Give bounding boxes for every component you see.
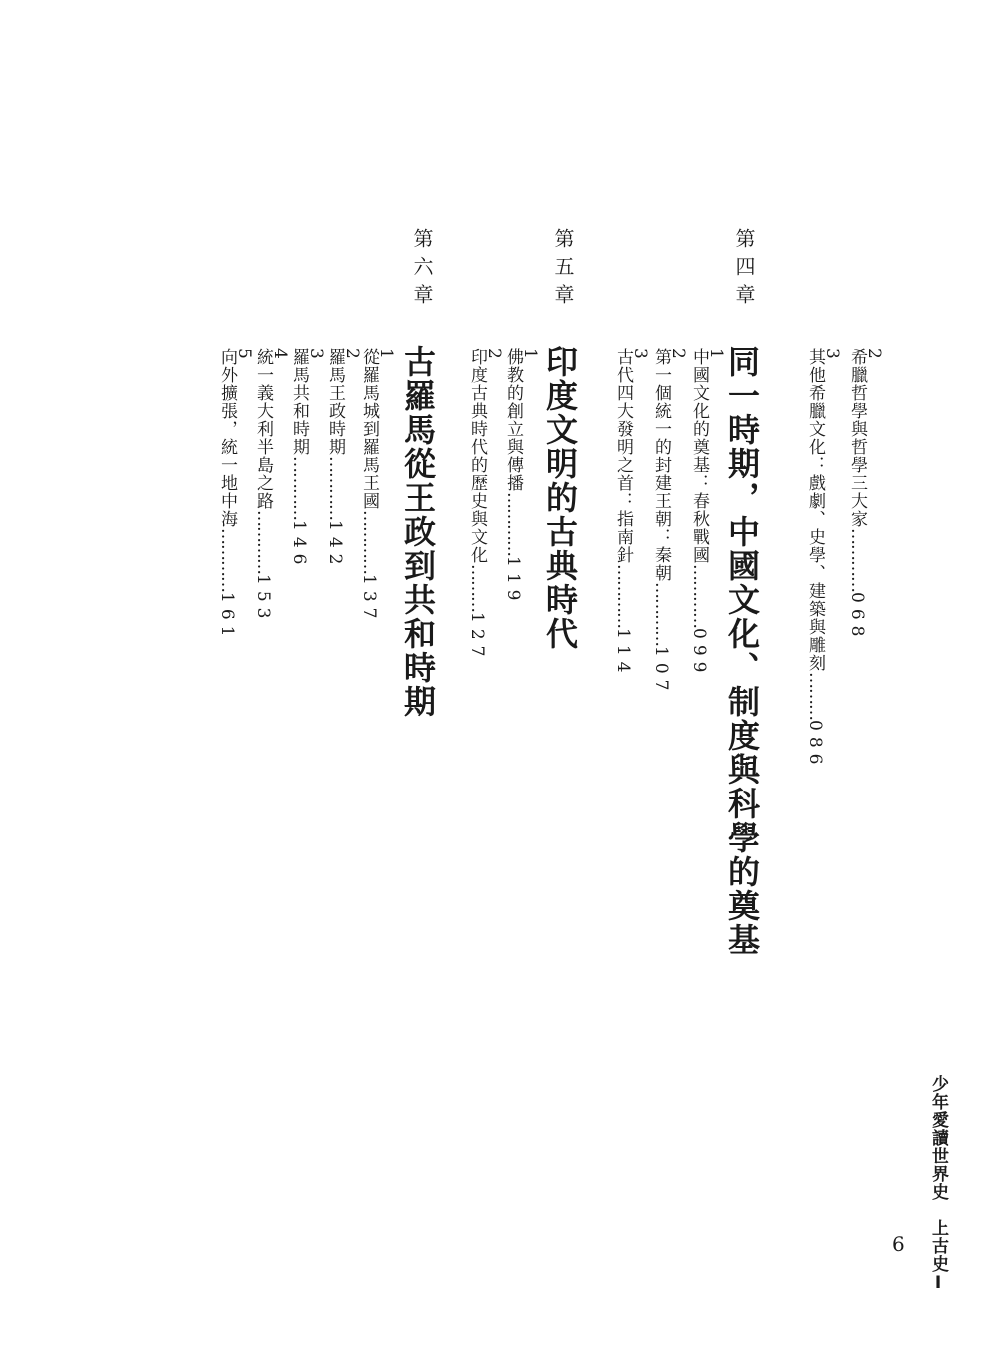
entry-title: 第一個統一的封建王朝：秦朝 [651,348,671,582]
entry-title: 羅馬王政時期 [325,348,345,456]
entry-page: 107 [651,646,671,697]
entry-page: 119 [503,556,523,607]
entry-title: 統一義大利半島之路 [253,348,273,510]
leader-dots: ………… [503,492,523,556]
toc-entry[interactable] [326,348,360,570]
toc-entry[interactable] [290,348,324,570]
page-number: 6 [892,1232,905,1256]
entry-page: 086 [805,720,825,771]
entry-number: 3 [630,348,650,360]
entry-page: 146 [289,520,309,571]
entry-title: 從羅馬城到羅馬王國 [359,348,379,510]
entry-page: 153 [253,574,273,625]
entry-title: 佛教的創立與傳播 [503,348,523,492]
leader-dots: ………… [651,582,671,646]
toc-entry[interactable] [468,348,502,662]
toc-entry[interactable] [652,348,686,696]
leader-dots: ………… [359,510,379,574]
entry-title: 印度古典時代的歷史與文化 [467,348,487,564]
entry-page: 127 [467,612,487,663]
entry-page: 161 [217,592,237,643]
entry-page: 137 [359,574,379,625]
leader-dots: ………… [289,456,309,520]
chapter-title: 印度文明的古典時代 [541,345,579,651]
entry-title: 古代四大發明之首：指南針 [613,348,633,564]
entry-number: 2 [484,348,504,360]
chapter-heading: 第六章 [410,228,434,312]
toc-entry[interactable] [614,348,648,678]
entry-number: 2 [342,348,362,360]
leader-dots: ………… [847,528,867,592]
leader-dots: ………… [325,456,345,520]
chapter-title: 古羅馬從王政到共和時期 [399,345,437,719]
entry-page: 099 [689,628,709,679]
toc-entry[interactable] [848,348,882,642]
leader-dots: ………… [613,564,633,628]
entry-title: 其他希臘文化：戲劇、史學、建築與雕刻 [805,348,825,672]
entry-number: 1 [376,348,396,360]
leader-dots: ………… [253,510,273,574]
toc-entry[interactable] [218,348,252,642]
leader-dots: ………… [217,528,237,592]
toc-entry[interactable] [254,348,288,624]
chapter-heading: 第五章 [551,228,575,312]
entry-title: 希臘哲學與哲學三大家 [847,348,867,528]
entry-number: 4 [270,348,290,360]
entry-number: 3 [822,348,842,360]
leader-dots: ……… [805,672,825,720]
entry-title: 向外擴張，統一地中海 [217,348,237,528]
toc-entry[interactable] [690,348,724,678]
entry-number: 1 [520,348,540,360]
running-header: 少年愛讀世界史 上古史Ⅰ [928,1075,948,1294]
entry-page: 068 [847,592,867,643]
entry-page: 114 [613,628,633,679]
toc-entry[interactable] [360,348,394,624]
entry-title: 羅馬共和時期 [289,348,309,456]
entry-number: 3 [306,348,326,360]
toc-entry[interactable] [504,348,538,606]
chapter-heading: 第四章 [732,228,756,312]
leader-dots: ……… [467,564,487,612]
entry-number: 5 [234,348,254,360]
chapter-title: 同一時期，中國文化、制度與科學的奠基 [723,345,761,957]
entry-title: 中國文化的奠基：春秋戰國 [689,348,709,564]
entry-number: 2 [864,348,884,360]
entry-number: 2 [668,348,688,360]
entry-page: 142 [325,520,345,571]
entry-number: 1 [706,348,726,360]
leader-dots: ………… [689,564,709,628]
toc-entry[interactable] [806,348,840,770]
